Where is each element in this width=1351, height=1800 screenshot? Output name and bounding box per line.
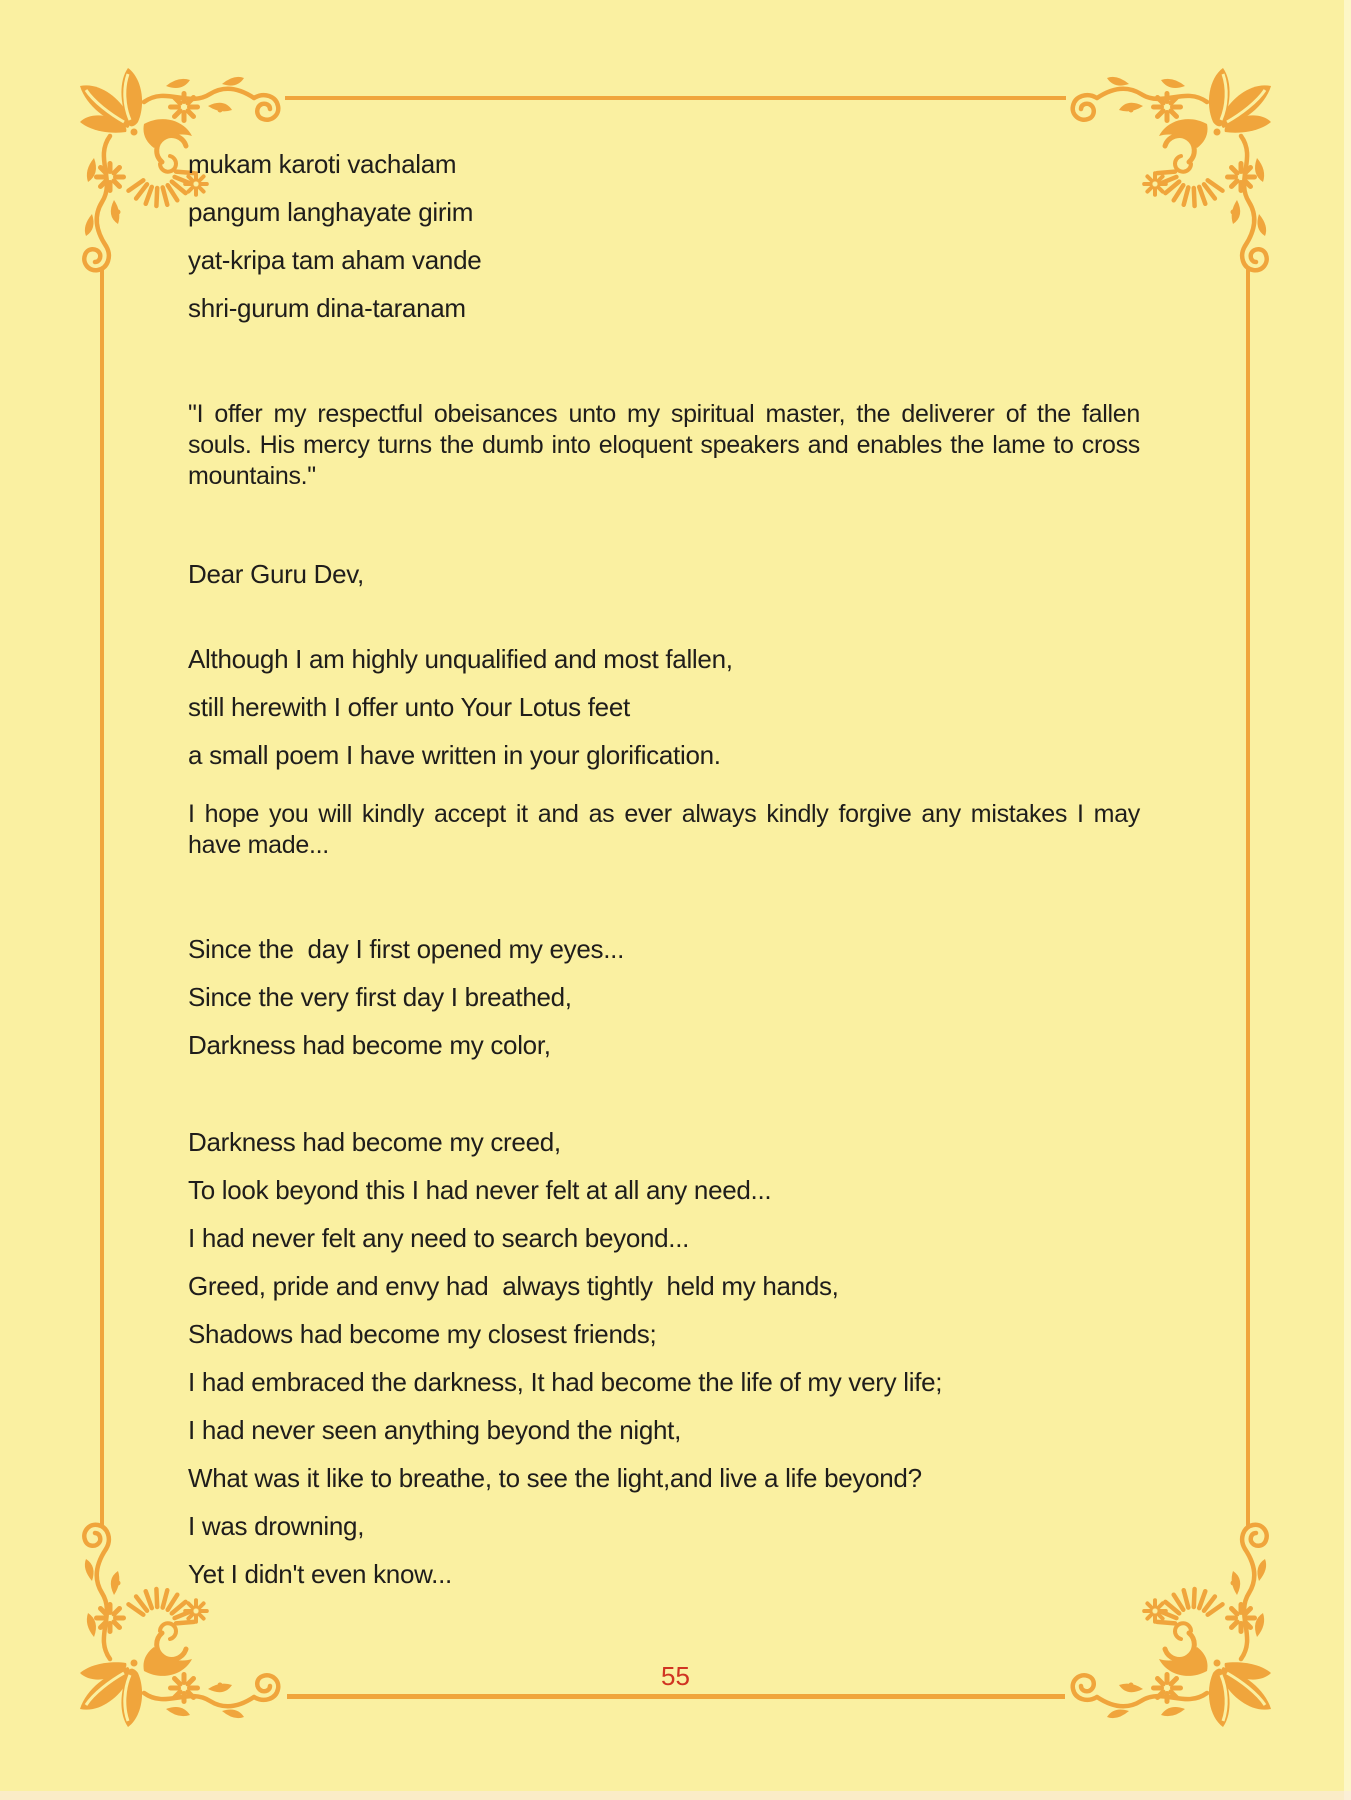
border-line-left bbox=[100, 268, 104, 1528]
poem-stanza-2 bbox=[188, 1118, 1140, 1598]
poem-line: Since the day I first opened my eyes... bbox=[188, 934, 625, 964]
poem-line: Yet I didn't even know... bbox=[188, 1559, 452, 1589]
letter-paragraph: I hope you will kindly accept it and as ever always kindly forgive any mistakes I may have made... bbox=[188, 800, 1140, 859]
page-number: 55 bbox=[661, 1661, 690, 1691]
verse-line: yat-kripa tam aham vande bbox=[188, 245, 482, 275]
poem-line: I had never felt any need to search beyond... bbox=[188, 1223, 690, 1253]
salutation-line: Dear Guru Dev, bbox=[188, 559, 364, 589]
scan-edge-right bbox=[1344, 0, 1351, 1800]
poem-line: Darkness had become my color, bbox=[188, 1030, 551, 1060]
verse-line: mukam karoti vachalam bbox=[188, 149, 457, 179]
letter-line: Although I am highly unqualified and most fallen, bbox=[188, 644, 733, 674]
verse-translation-paragraph: "I offer my respectful obeisances unto my spiritual master, the deliverer of the fallen souls. His mercy turns the dumb into eloquent speakers and enables the lame to cross mountains." bbox=[188, 400, 1140, 490]
poem-line: Greed, pride and envy had always tightly held my hands, bbox=[188, 1271, 839, 1301]
poem-line: What was it like to breathe, to see the light,and live a life beyond? bbox=[188, 1463, 922, 1493]
poem-line: I had never seen anything beyond the night, bbox=[188, 1415, 682, 1445]
letter-line: a small poem I have written in your glorification. bbox=[188, 740, 721, 770]
border-line-bottom bbox=[287, 1694, 1065, 1699]
poem-line: I had embraced the darkness, It had become the life of my very life; bbox=[188, 1367, 943, 1397]
poem-line: Shadows had become my closest friends; bbox=[188, 1319, 657, 1349]
poem-line: I was drowning, bbox=[188, 1511, 365, 1541]
letter-salutation bbox=[188, 550, 1140, 598]
verse-line: shri-gurum dina-taranam bbox=[188, 293, 466, 323]
scan-edge-bottom bbox=[0, 1791, 1351, 1800]
poem-stanza-1 bbox=[188, 925, 1140, 1069]
border-line-right bbox=[1246, 268, 1250, 1528]
letter-intro-lines bbox=[188, 635, 1140, 779]
border-line-top bbox=[285, 96, 1066, 100]
sanskrit-verse bbox=[188, 140, 1140, 332]
verse-line: pangum langhayate girim bbox=[188, 197, 474, 227]
poem-line: To look beyond this I had never felt at all any need... bbox=[188, 1175, 772, 1205]
letter-line: still herewith I offer unto Your Lotus feet bbox=[188, 692, 630, 722]
poem-line: Since the very first day I breathed, bbox=[188, 982, 572, 1012]
poem-line: Darkness had become my creed, bbox=[188, 1127, 561, 1157]
